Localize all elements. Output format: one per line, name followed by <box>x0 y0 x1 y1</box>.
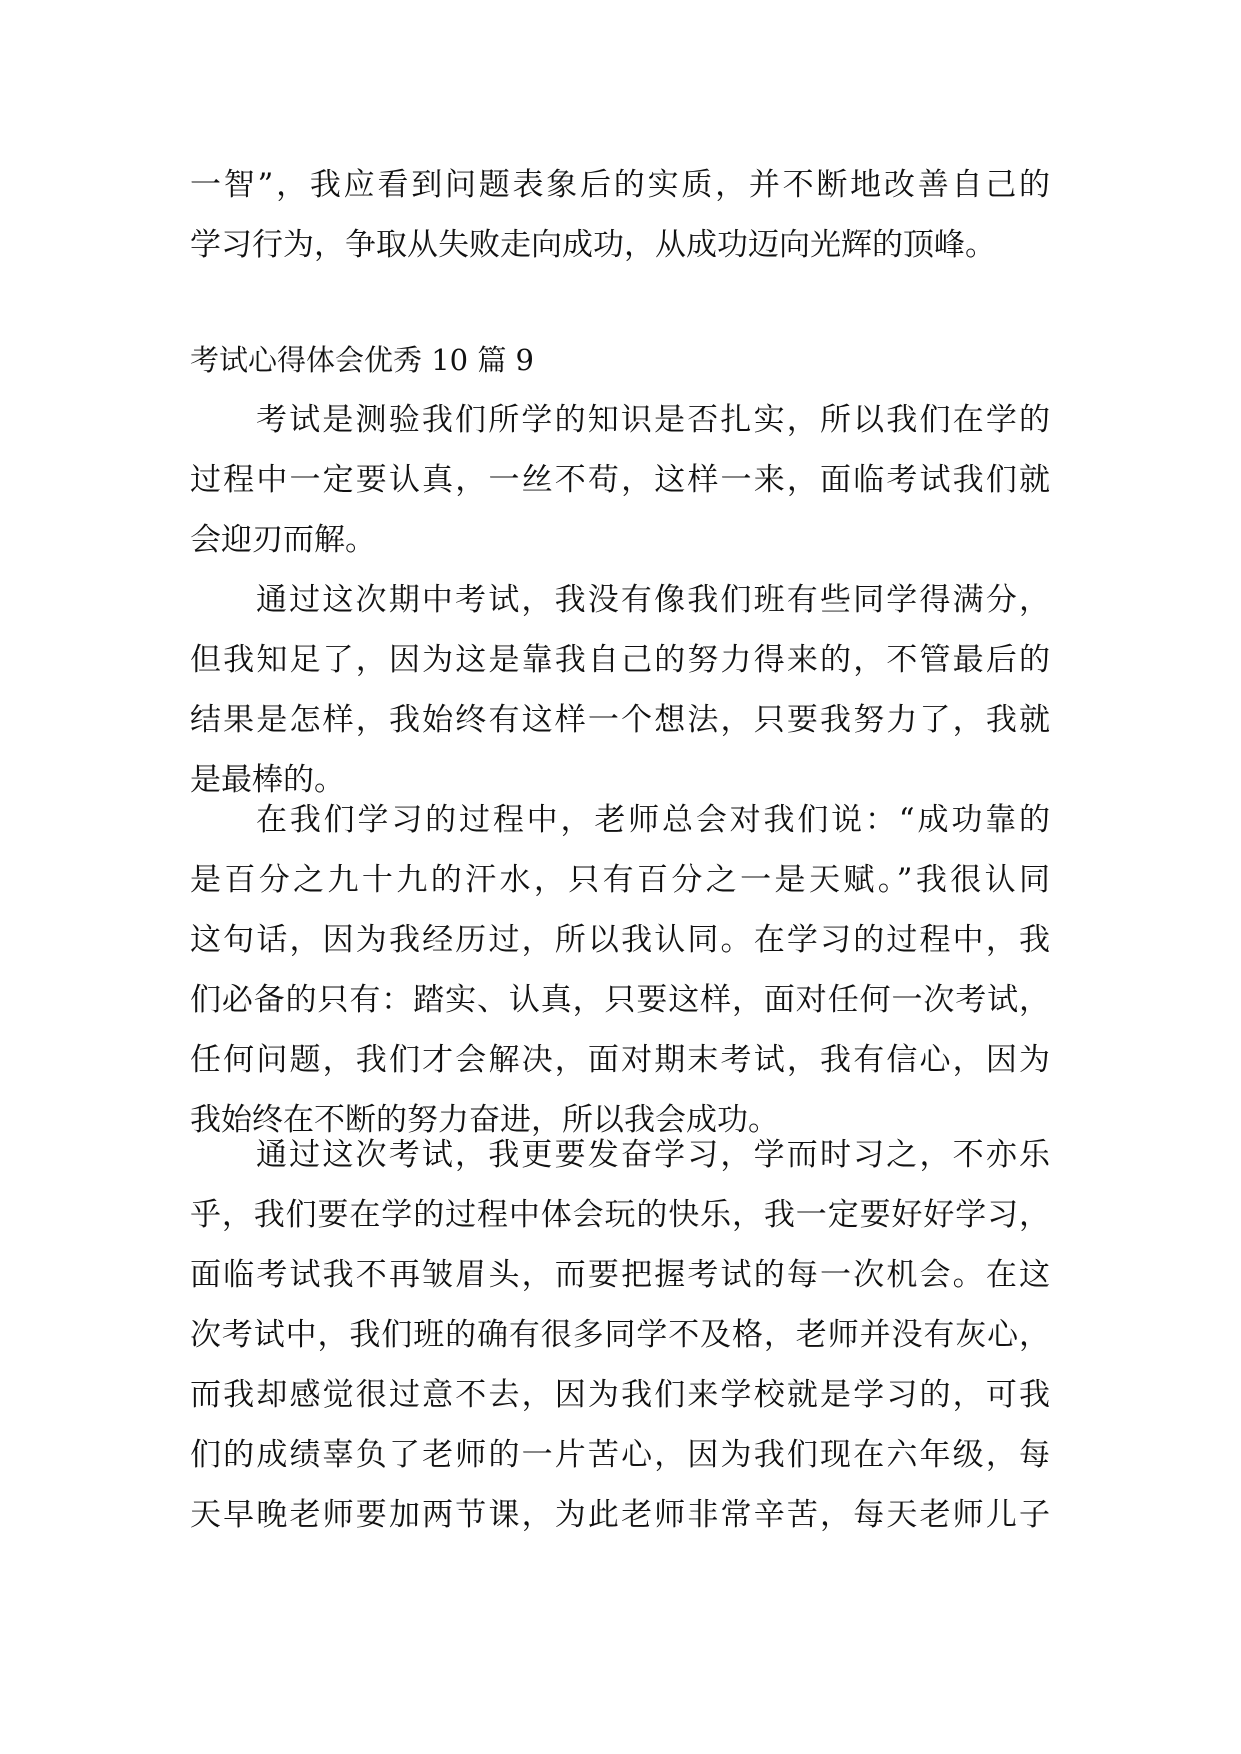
text-line: 我始终在不断的努力奋进，所以我会成功。 <box>190 1102 779 1138</box>
text-line: 过程中一定要认真，一丝不苟，这样一来，面临考试我们就 <box>190 462 1050 498</box>
text-line: 学习行为，争取从失败走向成功，从成功迈向光辉的顶峰。 <box>190 227 996 263</box>
text-line: 一智”，我应看到问题表象后的实质，并不断地改善自己的 <box>190 167 1050 203</box>
text-line: 们必备的只有：踏实、认真，只要这样，面对任何一次考试， <box>190 982 1050 1018</box>
intro-paragraph <box>190 155 1050 275</box>
paragraph-2 <box>190 570 1050 810</box>
paragraph-1 <box>190 390 1050 570</box>
text-line: 结果是怎样，我始终有这样一个想法，只要我努力了，我就 <box>190 702 1050 738</box>
text-line: 通过这次考试，我更要发奋学习，学而时习之，不亦乐 <box>256 1137 1050 1173</box>
text-line: 们的成绩辜负了老师的一片苦心，因为我们现在六年级，每 <box>190 1437 1050 1473</box>
text-line: 通过这次期中考试，我没有像我们班有些同学得满分， <box>256 582 1050 618</box>
text-line: 乎，我们要在学的过程中体会玩的快乐，我一定要好好学习， <box>190 1197 1050 1233</box>
text-line: 而我却感觉很过意不去，因为我们来学校就是学习的，可我 <box>190 1377 1050 1413</box>
section-title <box>190 330 1050 390</box>
paragraph-3 <box>190 790 1050 1150</box>
text-line: 面临考试我不再皱眉头，而要把握考试的每一次机会。在这 <box>190 1257 1050 1293</box>
text-line: 考试是测验我们所学的知识是否扎实，所以我们在学的 <box>256 402 1050 438</box>
section-heading: 考试心得体会优秀 10 篇 9 <box>190 343 535 377</box>
text-line: 在我们学习的过程中，老师总会对我们说：“成功靠的 <box>256 802 1050 838</box>
paragraph-4 <box>190 1125 1050 1545</box>
text-line: 是百分之九十九的汗水，只有百分之一是天赋。”我很认同 <box>190 862 1050 898</box>
text-line: 是最棒的。 <box>190 762 345 798</box>
text-line: 会迎刃而解。 <box>190 522 376 558</box>
text-line: 次考试中，我们班的确有很多同学不及格，老师并没有灰心， <box>190 1317 1050 1353</box>
text-line: 这句话，因为我经历过，所以我认同。在学习的过程中，我 <box>190 922 1050 958</box>
text-line: 但我知足了，因为这是靠我自己的努力得来的，不管最后的 <box>190 642 1050 678</box>
text-line: 任何问题，我们才会解决，面对期末考试，我有信心，因为 <box>190 1042 1050 1078</box>
text-line: 天早晚老师要加两节课，为此老师非常辛苦，每天老师儿子 <box>190 1497 1050 1533</box>
